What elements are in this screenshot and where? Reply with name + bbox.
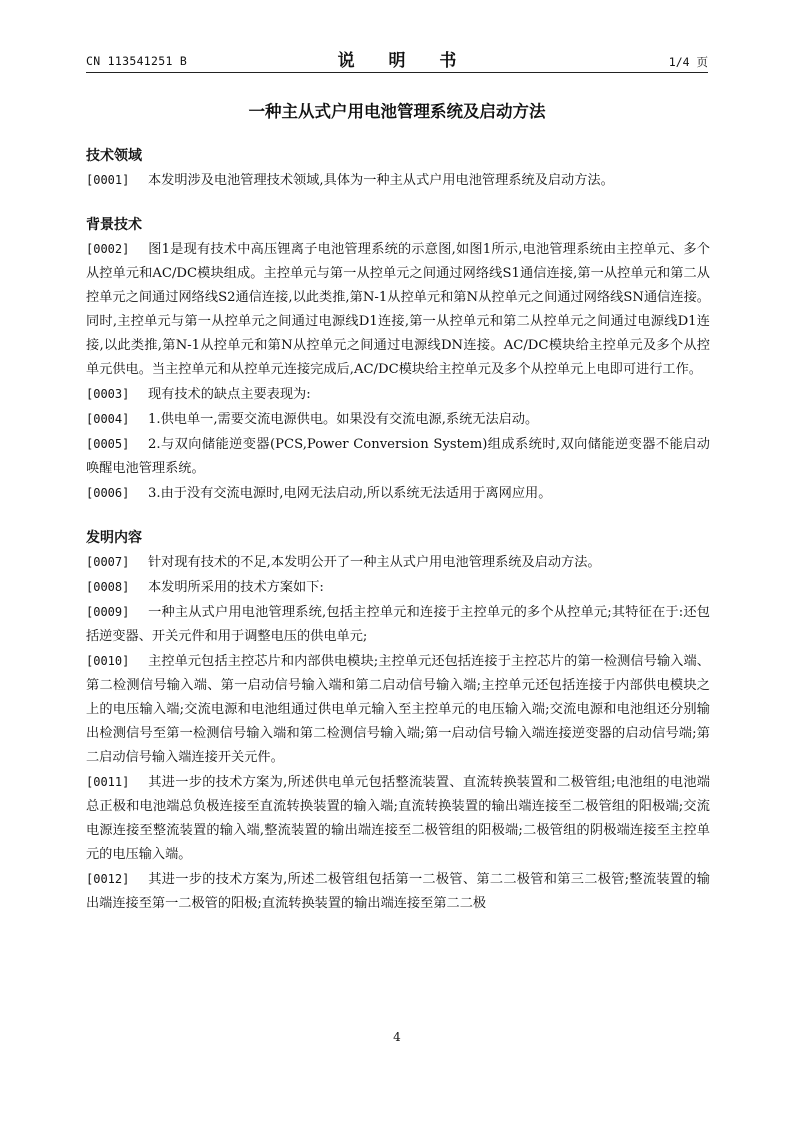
paragraph-number: [0007] [86, 555, 130, 569]
paragraph [86, 481, 710, 506]
document-body [86, 144, 710, 916]
paragraph-text: 主控单元包括主控芯片和内部供电模块;主控单元还包括连接于主控芯片的第一检测信号输入端、第二检测信号输入端、第一启动信号输入端和第二启动信号输入端;主控单元还包括连接于内部供电模块之上的电压输入端;交流电源和电池组通过供电单元输入至主控单元的电压输入端;交流电源和电池组还分别输出检测信号至第一检测信号输入端和第二检测信号输入端;第一启动信号输入端连接逆变器的启动信号端;第二启动信号输入端连接开关元件。 [86, 654, 710, 765]
paragraph [86, 237, 710, 382]
paragraph-text: 1.供电单一,需要交流电源供电。如果没有交流电源,系统无法启动。 [148, 412, 539, 427]
paragraph [86, 407, 710, 432]
paragraph-number: [0003] [86, 387, 130, 401]
paragraph-number: [0005] [86, 437, 130, 451]
paragraph [86, 649, 710, 770]
paragraph-number: [0011] [86, 775, 130, 789]
paragraph-text: 本发明所采用的技术方案如下: [148, 580, 324, 595]
paragraph-number: [0004] [86, 412, 130, 426]
section [86, 144, 710, 193]
paragraph-text: 其进一步的技术方案为,所述供电单元包括整流装置、直流转换装置和二极管组;电池组的电池端总正极和电池端总负极连接至直流转换装置的输入端;直流转换装置的输出端连接至二极管组的阳极端;交流电源连接至整流装置的输入端,整流装置的输出端连接至二极管组的阳极端;二极管组的阴极端连接至主控单元的电压输入端。 [86, 775, 710, 862]
paragraph-text: 现有技术的缺点主要表现为: [148, 387, 311, 402]
paragraph [86, 168, 710, 193]
paragraph [86, 600, 710, 649]
paragraph-text: 3.由于没有交流电源时,电网无法启动,所以系统无法适用于离网应用。 [148, 486, 552, 501]
document-title: 一种主从式户用电池管理系统及启动方法 [248, 102, 546, 121]
paragraph [86, 867, 710, 916]
paragraph-text: 2.与双向储能逆变器(PCS,Power Conversion System)组成系统时,双向储能逆变器不能启动唤醒电池管理系统。 [86, 437, 710, 476]
page-number: 4 [393, 1030, 401, 1044]
paragraph [86, 575, 710, 600]
paragraph-text: 图1是现有技术中高压锂离子电池管理系统的示意图,如图1所示,电池管理系统由主控单元、多个从控单元和AC/DC模块组成。主控单元与第一从控单元之间通过网络线S1通信连接,第一从控单元和第二从控单元之间通过网络线S2通信连接,以此类推,第N-1从控单元和第N从控单元之间通过网络线SN通信连接。同时,主控单元与第一从控单元之间通过电源线D1连接,第一从控单元和第二从控单元之间通过电源线D1连接,以此类推,第N-1从控单元和第N从控单元之间通过电源线DN连接。AC/DC模块给主控单元及多个从控单元供电。当主控单元和从控单元连接完成后,AC/DC模块给主控单元及多个从控单元上电即可进行工作。 [86, 242, 710, 377]
paragraph [86, 382, 710, 407]
section [86, 526, 710, 916]
paragraph-number: [0009] [86, 605, 130, 619]
document-type: 说 明 书 [337, 51, 471, 71]
paragraph-number: [0006] [86, 486, 130, 500]
paragraph-number: [0012] [86, 872, 130, 886]
header-divider [86, 72, 708, 73]
page-indicator: 1/4 页 [668, 55, 708, 69]
paragraph [86, 550, 710, 575]
section [86, 213, 710, 506]
paragraph-number: [0001] [86, 173, 130, 187]
paragraph-number: [0008] [86, 580, 130, 594]
paragraph-number: [0010] [86, 654, 130, 668]
section-heading: 背景技术 [86, 217, 142, 233]
page-header [86, 50, 708, 72]
paragraph [86, 432, 710, 481]
paragraph-text: 本发明涉及电池管理技术领域,具体为一种主从式户用电池管理系统及启动方法。 [148, 173, 614, 188]
section-heading: 技术领域 [86, 148, 142, 164]
paragraph-text: 针对现有技术的不足,本发明公开了一种主从式户用电池管理系统及启动方法。 [148, 555, 601, 570]
paragraph-text: 一种主从式户用电池管理系统,包括主控单元和连接于主控单元的多个从控单元;其特征在于:还包括逆变器、开关元件和用于调整电压的供电单元; [86, 605, 710, 644]
paragraph [86, 770, 710, 867]
paragraph-text: 其进一步的技术方案为,所述二极管组包括第一二极管、第二二极管和第三二极管;整流装置的输出端连接至第一二极管的阳极;直流转换装置的输出端连接至第二二极 [86, 872, 710, 911]
section-heading: 发明内容 [86, 530, 142, 546]
paragraph-number: [0002] [86, 242, 130, 256]
patent-number: CN 113541251 B [86, 54, 188, 68]
